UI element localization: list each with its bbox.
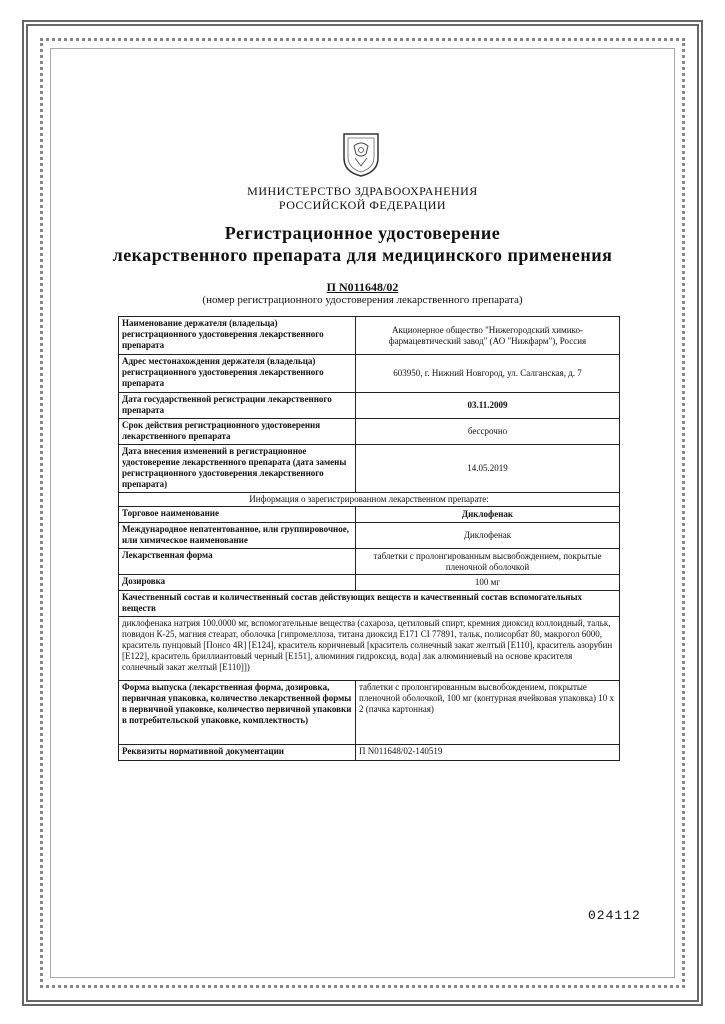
change-date-label: Дата внесения изменений в регистрационное удостоверение лекарственного препарата (дата замены регистрационного удостоверения лекарственного препарата) <box>119 445 356 493</box>
normative-docs-label: Реквизиты нормативной документации <box>119 745 356 761</box>
dosage-form-value: таблетки с пролонгированным высвобождением, покрытые пленочной оболочкой <box>356 549 620 575</box>
document-title-line2: лекарственного препарата для медицинского применения <box>112 245 613 265</box>
table-row <box>119 493 620 507</box>
holder-name-label: Наименование держателя (владельца) регистрационного удостоверения лекарственного препарата <box>119 317 356 355</box>
ministry-name-line2: РОССИЙСКОЙ ФЕДЕРАЦИИ <box>278 198 447 212</box>
normative-docs-value: П N011648/02-140519 <box>356 745 620 761</box>
table-row <box>119 355 620 393</box>
coat-of-arms-emblem <box>340 132 382 178</box>
table-row <box>119 419 620 445</box>
validity-term-value: бессрочно <box>356 419 620 445</box>
trade-name-label: Торговое наименование <box>119 507 356 523</box>
table-row <box>119 317 620 355</box>
change-date-value: 14.05.2019 <box>356 445 620 493</box>
table-row <box>119 681 620 745</box>
ministry-name-line1: МИНИСТЕРСТВО ЗДРАВООХРАНЕНИЯ <box>247 184 478 198</box>
table-row <box>119 523 620 549</box>
registration-date-label: Дата государственной регистрации лекарственного препарата <box>119 393 356 419</box>
holder-name-value: Акционерное общество "Нижегородский химико-фармацевтический завод" (АО "Нижфарм"), Россия <box>356 317 620 355</box>
table-row <box>119 575 620 591</box>
registration-number: П N011648/02 <box>326 280 399 294</box>
table-row <box>119 549 620 575</box>
registration-table <box>118 316 620 761</box>
validity-term-label: Срок действия регистрационного удостоверения лекарственного препарата <box>119 419 356 445</box>
registration-number-caption: (номер регистрационного удостоверения лекарственного препарата) <box>202 294 523 306</box>
table-row <box>119 617 620 681</box>
registration-date-value: 03.11.2009 <box>356 393 620 419</box>
holder-address-label: Адрес местонахождения держателя (владельца) регистрационного удостоверения лекарственного препарата <box>119 355 356 393</box>
table-row <box>119 745 620 761</box>
table-row <box>119 507 620 523</box>
drug-info-header: Информация о зарегистрированном лекарственном препарате: <box>119 493 620 507</box>
dose-value: 100 мг <box>356 575 620 591</box>
inn-value: Диклофенак <box>356 523 620 549</box>
serial-number: 024112 <box>588 908 641 923</box>
table-row <box>119 445 620 493</box>
table-row <box>119 393 620 419</box>
trade-name-value: Диклофенак <box>356 507 620 523</box>
holder-address-value: 603950, г. Нижний Новгород, ул. Салганская, д. 7 <box>356 355 620 393</box>
release-form-label: Форма выпуска (лекарственная форма, дозировка, первичная упаковка, количество лекарственной формы в первичной упаковке, количество первичной упаковки в потребительской упаковке, комплектность) <box>119 681 356 745</box>
inn-label: Международное непатентованное, или группировочное, или химическое наименование <box>119 523 356 549</box>
release-form-value: таблетки с пролонгированным высвобождением, покрытые пленочной оболочкой, 100 мг (контурная ячейковая упаковка) 10 x 2 (пачка картонная) <box>356 681 620 745</box>
table-row <box>119 591 620 617</box>
dose-label: Дозировка <box>119 575 356 591</box>
composition-header: Качественный состав и количественный состав действующих веществ и качественный состав вспомогательных веществ <box>119 591 620 617</box>
dosage-form-label: Лекарственная форма <box>119 549 356 575</box>
composition-text: диклофенака натрия 100.0000 мг, вспомогательные вещества (сахароза, цетиловый спирт, кремния диоксид коллоидный, тальк, повидон К-25, магния стеарат, оболочка [гипромеллоза, титана диоксид E171 CI 77891, тальк, полисорбат 80, макрогол 6000, краситель пунцовый [Понсо 4R] [E124], краситель коричневый [краситель солнечный закат желтый [E110], краситель азорубин [E122], краситель бриллиантовый черный [E151], алюминия гидроксид, вода] лак алюминиевый на основе красителя солнечный закат желтый [E110]]) <box>119 617 620 681</box>
document-title-line1: Регистрационное удостоверение <box>224 223 501 243</box>
